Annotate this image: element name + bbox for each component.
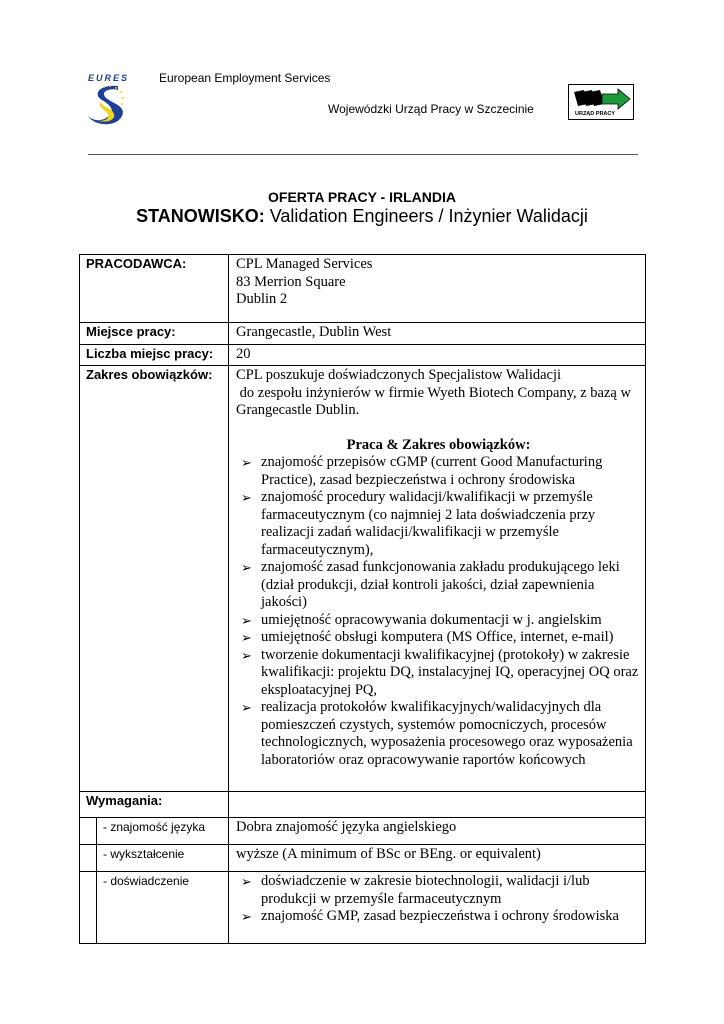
language-value: Dobra znajomość języka angielskiego: [229, 818, 646, 845]
duties-subtitle: Praca & Zakres obowiązków:: [346, 436, 531, 453]
experience-item: ➢ doświadczenie w zakresie biotechnologii, walidacji i/lub produkcji w przemyśle farmaceutycznym: [241, 873, 590, 907]
education-value: wyższe (A minimum of BSc or BEng. or equivalent): [229, 845, 646, 872]
duty-item: ➢ realizacja protokołów kwalifikacyjnych/walidacyjnych dla pomieszczeń czystych, systemów pomocniczych, procesów technologicznych, wyposażenia procesowego oraz wyposażenia laboratoriów oraz opracowywanie raportów końcowych: [241, 699, 633, 768]
arrow-bullet-icon: ➢: [241, 560, 252, 575]
offer-title: OFERTA PRACY - IRLANDIA: [268, 189, 456, 205]
arrow-bullet-icon: ➢: [241, 909, 252, 924]
vacancies-label: Liczba miejsc pracy:: [80, 344, 229, 366]
duties-row: [80, 366, 646, 792]
workplace-label: Miejsce pracy:: [80, 323, 229, 345]
position-value: Validation Engineers / Inżynier Walidacji: [269, 206, 588, 226]
arrow-bullet-icon: ➢: [241, 647, 252, 663]
vacancies-value: 20: [229, 344, 646, 366]
duty-item: ➢ znajomość zasad funkcjonowania zakładu produkującego leki (dział produkcji, dział kontroli jakości, dział zapewnienia jakości): [241, 559, 620, 610]
experience-value: [229, 872, 646, 944]
arrow-bullet-icon: ➢: [241, 612, 252, 628]
employer-line: CPL Managed Services: [236, 256, 373, 272]
up-logo-text: URZĄD PRACY: [575, 111, 616, 117]
duties-list: [236, 454, 641, 769]
office-name: Wojewódzki Urząd Pracy w Szczecinie: [328, 102, 534, 116]
experience-list: [236, 873, 641, 926]
experience-label: - doświadczenie: [97, 872, 229, 944]
education-row: [80, 845, 646, 872]
experience-item: ➢ znajomość GMP, zasad bezpieczeństwa i ochrony środowiska: [241, 908, 619, 924]
experience-row: [80, 872, 646, 944]
duty-item: ➢ znajomość przepisów cGMP (current Good Manufacturing Practice), zasad bezpieczeństwa i ochrony środowiska: [241, 454, 603, 488]
duties-value: [229, 366, 646, 792]
workplace-row: [80, 323, 646, 345]
employer-value: [229, 255, 646, 323]
requirements-value: [229, 792, 646, 818]
duty-item: ➢ znajomość procedury walidacji/kwalifikacji w przemyśle farmaceutycznym (co najmniej 2 lata doświadczenia przy realizacji zadań walidacji/kwalifikacji w przemyśle farmaceutycznym),: [241, 489, 596, 558]
header-divider: [88, 154, 638, 155]
workplace-value: Grangecastle, Dublin West: [229, 323, 646, 345]
duty-item: ➢ umiejętność opracowywania dokumentacji w j. angielskim: [241, 611, 602, 628]
eures-logo: [86, 72, 132, 128]
employer-row: [80, 255, 646, 323]
arrow-bullet-icon: ➢: [241, 490, 252, 505]
offer-table: [79, 254, 646, 944]
employer-line: 83 Merrion Square: [236, 273, 346, 290]
urzad-pracy-logo: [568, 84, 634, 120]
arrow-bullet-icon: ➢: [241, 630, 252, 645]
requirements-label: Wymagania:: [80, 792, 229, 818]
education-label: - wykształcenie: [97, 845, 229, 872]
language-row: [80, 818, 646, 845]
indent-cell: [80, 818, 97, 845]
duty-item: ➢ tworzenie dokumentacji kwalifikacyjnej (protokoły) w zakresie kwalifikacji: projektu DQ, instalacyjnej IQ, operacyjnej OQ oraz eksploatacyjnej PQ,: [241, 646, 639, 698]
duties-label: Zakres obowiązków:: [80, 366, 229, 792]
arrow-bullet-icon: ➢: [241, 455, 252, 470]
duty-item: ➢ umiejętność obsługi komputera (MS Office, internet, e-mail): [241, 629, 614, 645]
employer-label: PRACODAWCA:: [80, 255, 229, 323]
org-name: European Employment Services: [159, 71, 331, 85]
position-title: [0, 206, 724, 227]
position-label: STANOWISKO:: [136, 206, 265, 226]
arrow-bullet-icon: ➢: [241, 874, 252, 889]
indent-cell: [80, 845, 97, 872]
indent-cell: [80, 872, 97, 944]
arrow-bullet-icon: ➢: [241, 700, 252, 715]
requirements-row: [80, 792, 646, 818]
vacancies-row: [80, 344, 646, 366]
duties-intro: CPL poszukuje doświadczonych Specjalistow Walidacji do zespołu inżynierów w firmie Wyeth Biotech Company, z bazą w Grangecastle Dublin.: [236, 367, 631, 418]
employer-line: Dublin 2: [236, 291, 288, 307]
eures-logo-text: EURES: [88, 73, 130, 83]
language-label: - znajomość języka: [97, 818, 229, 845]
